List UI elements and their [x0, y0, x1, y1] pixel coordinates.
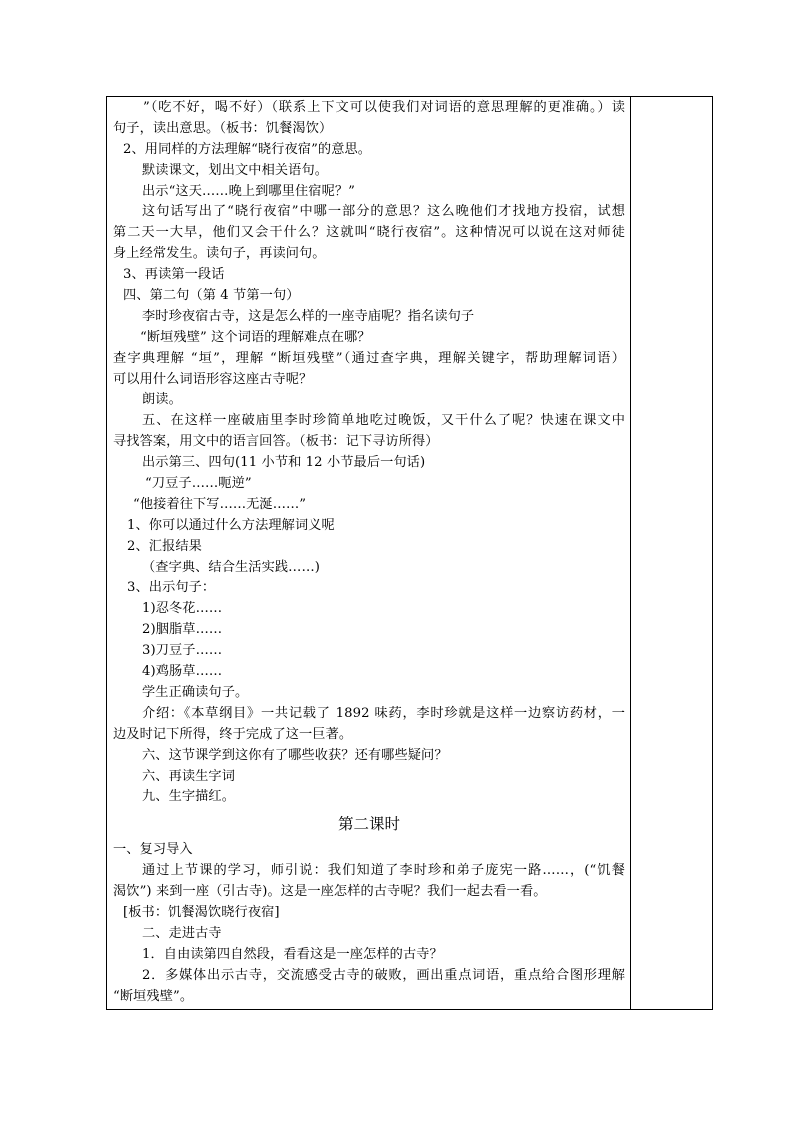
text-line: 学生正确读句子。: [142, 684, 249, 700]
section-heading: 六、这节课学到这你有了哪些收获？还有哪些疑问？: [142, 747, 448, 763]
text-line: 通过上节课的学习，师引说：我们知道了李时珍和弟子庞宪一路……，(“饥餐: [142, 863, 625, 879]
section-heading: 一、复习导入: [113, 842, 193, 858]
text-line: 查字典理解 “垣”，理解 “断垣残壁”（通过查字典，理解关键字，帮助理解词语）: [113, 350, 625, 366]
text-line: 寻找答案，用文中的语言回答。（板书：记下寻访所得）: [113, 434, 439, 450]
list-item: 4)鸡肠草……: [142, 664, 223, 680]
list-item: 3)刀豆子……: [142, 643, 223, 659]
board-note: [板书：饥餐渴饮晓行夜宿]: [123, 904, 280, 920]
column-divider: [630, 97, 631, 1009]
section-heading: 五、在这样一座破庙里李时珍简单地吃过晚饭，又干什么了呢？快速在课文中: [142, 413, 625, 429]
text-line: 出示第三、四句(11 小节和 12 小节最后一句话): [142, 455, 426, 471]
text-line: 可以用什么词语形容这座古寺呢？: [113, 371, 313, 387]
text-line: 边及时记下所得，终于完成了这一巨著。: [113, 726, 353, 742]
text-line: 渴饮”) 来到一座（引古寺)。这是一座怎样的古寺呢？我们一起去看一看。: [113, 884, 547, 900]
text-line: 朗读。: [142, 392, 182, 408]
text-line: 1．自由读第四自然段，看看这是一座怎样的古寺？: [142, 946, 443, 962]
text-line: 2、汇报结果: [127, 538, 202, 554]
text-line: 3、再读第一段话: [123, 267, 225, 283]
text-line: 这句话写出了“晓行夜宿”中哪一部分的意思？这么晚他们才找地方投宿，试想: [142, 204, 625, 220]
second-lesson-title: 第二课时: [337, 815, 400, 834]
lesson-plan-table: [106, 96, 713, 1010]
section-heading: 六、再读生字词: [142, 768, 236, 784]
text-line: “刀豆子……呃逆”: [145, 476, 252, 492]
text-line: 李时珍夜宿古寺，这是怎么样的一座寺庙呢？指名读句子: [142, 308, 475, 324]
list-item: 2)胭脂草……: [142, 622, 223, 638]
text-line: 3、出示句子：: [127, 580, 216, 596]
text-line: 1、你可以通过什么方法理解词义呢: [127, 517, 335, 533]
text-line: 第二天一大早，他们又会干什么？这就叫“晓行夜宿”。这种情况可以说在这对师徒: [113, 225, 625, 241]
text-line: “他接着往下写……无涎……”: [133, 496, 307, 512]
section-heading: 九、生字描红。: [142, 789, 236, 805]
text-line: 出示“这天……晚上到哪里住宿呢？”: [142, 183, 355, 199]
list-item: 1)忍冬花……: [142, 601, 223, 617]
text-line: 2、用同样的方法理解“晓行夜宿”的意思。: [123, 141, 372, 157]
text-line: 句子，读出意思。（板书：饥餐渴饮）: [113, 120, 333, 136]
text-line: 2．多媒体出示古寺，交流感受古寺的破败，画出重点词语，重点给合图形理解: [142, 967, 625, 983]
text-line: 身上经常发生。读句子，再读问句。: [113, 246, 326, 262]
lesson-content: [113, 98, 625, 1007]
text-line: ”（吃不好，喝不好）（联系上下文可以使我们对词语的意思理解的更准确。）读: [143, 100, 625, 115]
text-line: 默读课文，划出文中相关语句。: [142, 162, 329, 178]
text-line: “断垣残壁” 这个词语的理解难点在哪？: [140, 329, 371, 345]
text-line: （查字典、结合生活实践……): [142, 559, 320, 575]
text-line: “断垣残壁”。: [113, 988, 194, 1004]
text-line: 介绍：《本草纲目》一共记载了 1892 味药，李时珍就是这样一边察访药材，一: [142, 705, 625, 721]
section-heading: 四、第二句（第 4 节第一句）: [123, 288, 300, 304]
section-heading: 二、走进古寺: [142, 925, 222, 941]
